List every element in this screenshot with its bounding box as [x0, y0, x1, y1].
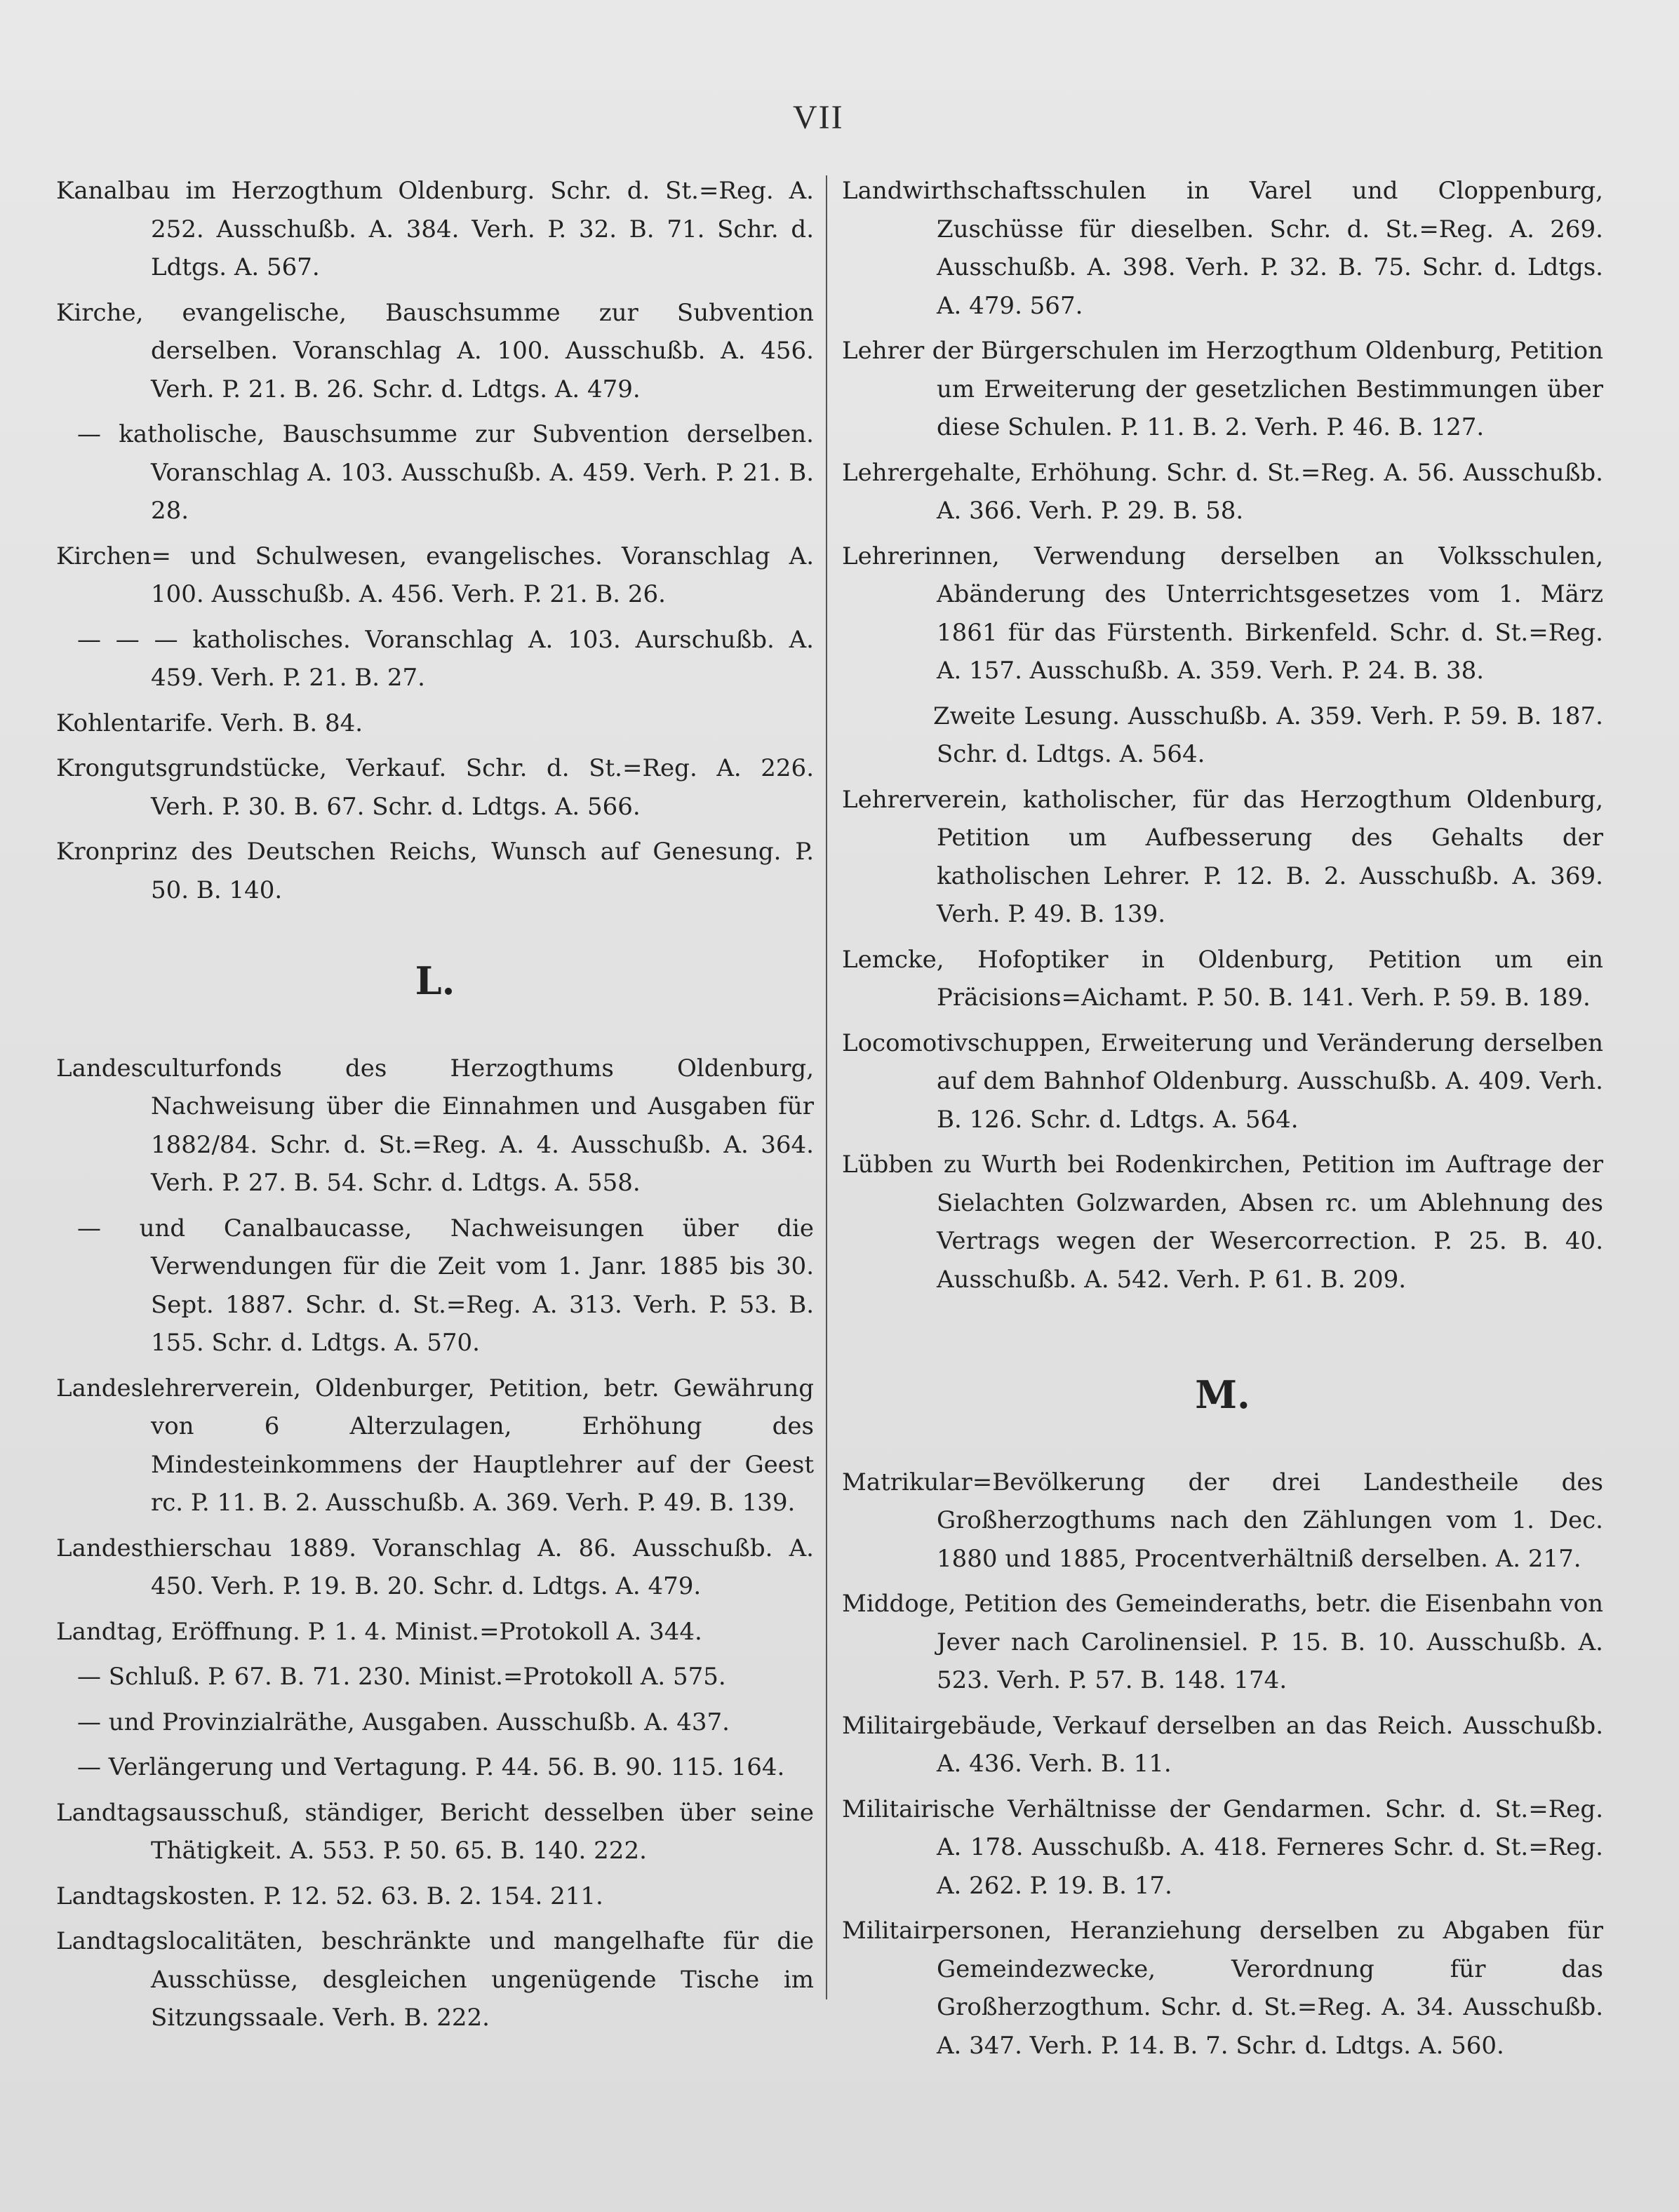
index-subentry: — katholische, Bauschsumme zur Subvention derselben. Voranschlag A. 103. Ausschußb. A. 459. Verh. P. 21. B. 28.: [77, 420, 814, 525]
index-entry: Kirchen= und Schulwesen, evangelisches. Voranschlag A. 100. Ausschußb. A. 456. Verh. P. 21. B. 26.: [56, 542, 814, 608]
section-heading: M.: [1195, 1372, 1250, 1417]
index-subentry: — Schluß. P. 67. B. 71. 230. Minist.=Protokoll A. 575.: [77, 1663, 726, 1691]
index-entry: Landeslehrerverein, Oldenburger, Petition, betr. Gewährung von 6 Alterzulagen, Erhöhung des Mindesteinkommens der Hauptlehrer auf der Geest rc. P. 11. B. 2. Ausschußb. A. 369. Verh. P. 49. B. 139.: [56, 1374, 814, 1517]
index-entry: Landesthierschau 1889. Voranschlag A. 86. Ausschußb. A. 450. Verh. P. 19. B. 20. Schr. d. Ldtgs. A. 479.: [56, 1534, 814, 1600]
index-entry: Kohlentarife. Verh. B. 84.: [56, 709, 363, 737]
index-entry: Militairische Verhältnisse der Gendarmen. Schr. d. St.=Reg. A. 178. Ausschußb. A. 418. Ferneres Schr. d. St.=Reg. A. 262. P. 19. B. 17.: [842, 1795, 1603, 1900]
index-entry: Landesculturfonds des Herzogthums Oldenburg, Nachweisung über die Einnahmen und Ausgaben für 1882/84. Schr. d. St.=Reg. A. 4. Ausschußb. A. 364. Verh. P. 27. B. 54. Schr. d. Ldtgs. A. 558.: [56, 1054, 814, 1197]
right-column: [842, 172, 1603, 2072]
index-entry: Lehrer der Bürgerschulen im Herzogthum Oldenburg, Petition um Erweiterung der gesetzlichen Bestimmungen über diese Schulen. P. 11. B. 2. Verh. P. 46. B. 127.: [842, 337, 1603, 441]
section-heading: L.: [415, 958, 455, 1003]
index-entry: Locomotivschuppen, Erweiterung und Veränderung derselben auf dem Bahnhof Oldenburg. Ausschußb. A. 409. Verh. B. 126. Schr. d. Ldtgs. A. 564.: [842, 1028, 1603, 1134]
index-entry: Lübben zu Wurth bei Rodenkirchen, Petition im Auftrage der Sielachten Golzwarden, Absen rc. um Ablehnung des Vertrags wegen der Wesercorrection. P. 25. B. 40. Ausschußb. A. 542. Verh. P. 61. B. 209.: [842, 1151, 1603, 1294]
index-subentry: — und Provinzialräthe, Ausgaben. Ausschußb. A. 437.: [77, 1708, 730, 1736]
index-entry: Lemcke, Hofoptiker in Oldenburg, Petition um ein Präcisions=Aichamt. P. 50. B. 141. Verh. P. 59. B. 189.: [842, 945, 1603, 1012]
index-entry: Landtagsausschuß, ständiger, Bericht desselben über seine Thätigkeit. A. 553. P. 50. 65. B. 140. 222.: [56, 1798, 814, 1865]
index-entry: Landtagslocalitäten, beschränkte und mangelhafte für die Ausschüsse, desgleichen ungenügende Tische im Sitzungssaale. Verh. B. 222.: [56, 1927, 814, 2032]
index-subentry: — und Canalbaucasse, Nachweisungen über die Verwendungen für die Zeit vom 1. Janr. 1885 bis 30. Sept. 1887. Schr. d. St.=Reg. A. 313. Verh. P. 53. B. 155. Schr. d. Ldtgs. A. 570.: [77, 1214, 814, 1357]
index-entry: Landwirthschaftsschulen in Varel und Cloppenburg, Zuschüsse für dieselben. Schr. d. St.=Reg. A. 269. Ausschußb. A. 398. Verh. P. 32. B. 75. Schr. d. Ldtgs. A. 479. 567.: [842, 177, 1603, 320]
index-entry: Kronprinz des Deutschen Reichs, Wunsch auf Genesung. P. 50. B. 140.: [56, 838, 814, 904]
index-entry: Kirche, evangelische, Bauschsumme zur Subvention derselben. Voranschlag A. 100. Ausschußb. A. 456. Verh. P. 21. B. 26. Schr. d. Ldtgs. A. 479.: [56, 298, 814, 403]
index-entry: Landtag, Eröffnung. P. 1. 4. Minist.=Protokoll A. 344.: [56, 1617, 702, 1646]
column-divider: [826, 175, 827, 1999]
index-entry: Lehrergehalte, Erhöhung. Schr. d. St.=Reg. A. 56. Ausschußb. A. 366. Verh. P. 29. B. 58.: [842, 458, 1603, 525]
index-entry: Militairgebäude, Verkauf derselben an das Reich. Ausschußb. A. 436. Verh. B. 11.: [842, 1711, 1603, 1778]
index-subentry: — — — katholisches. Voranschlag A. 103. Aurschußb. A. 459. Verh. P. 21. B. 27.: [77, 625, 814, 692]
index-entry: Kanalbau im Herzogthum Oldenburg. Schr. d. St.=Reg. A. 252. Ausschußb. A. 384. Verh. P. 32. B. 71. Schr. d. Ldtgs. A. 567.: [56, 177, 814, 281]
index-entry: Militairpersonen, Heranziehung derselben zu Abgaben für Gemeindezwecke, Verordnung für das Großherzogthum. Schr. d. St.=Reg. A. 34. Ausschußb. A. 347. Verh. P. 14. B. 7. Schr. d. Ldtgs. A. 560.: [842, 1917, 1603, 2060]
index-subentry: — Verlängerung und Vertagung. P. 44. 56. B. 90. 115. 164.: [77, 1753, 785, 1781]
index-entry: Lehrerverein, katholischer, für das Herzogthum Oldenburg, Petition um Aufbesserung des Gehalts der katholischen Lehrer. P. 12. B. 2. Ausschußb. A. 369. Verh. P. 49. B. 139.: [842, 785, 1603, 928]
index-entry: Krongutsgrundstücke, Verkauf. Schr. d. St.=Reg. A. 226. Verh. P. 30. B. 67. Schr. d. Ldtgs. A. 566.: [56, 754, 814, 821]
page-number: VII: [793, 99, 844, 136]
index-entry: Lehrerinnen, Verwendung derselben an Volksschulen, Abänderung des Unterrichtsgesetzes vom 1. März 1861 für das Fürstenth. Birkenfeld. Schr. d. St.=Reg. A. 157. Ausschußb. A. 359. Verh. P. 24. B. 38.: [842, 542, 1603, 685]
index-entry: Landtagskosten. P. 12. 52. 63. B. 2. 154. 211.: [56, 1882, 603, 1910]
index-entry: Middoge, Petition des Gemeinderaths, betr. die Eisenbahn von Jever nach Carolinensiel. P. 15. B. 10. Ausschußb. A. 523. Verh. P. 57. B. 148. 174.: [842, 1590, 1603, 1694]
index-subentry: Zweite Lesung. Ausschußb. A. 359. Verh. P. 59. B. 187. Schr. d. Ldtgs. A. 564.: [933, 702, 1603, 768]
left-column: [56, 172, 814, 2044]
index-entry: Matrikular=Bevölkerung der drei Landestheile des Großherzogthums nach den Zählungen vom 1. Dec. 1880 und 1885, Procentverhältniß derselben. A. 217.: [842, 1468, 1603, 1573]
